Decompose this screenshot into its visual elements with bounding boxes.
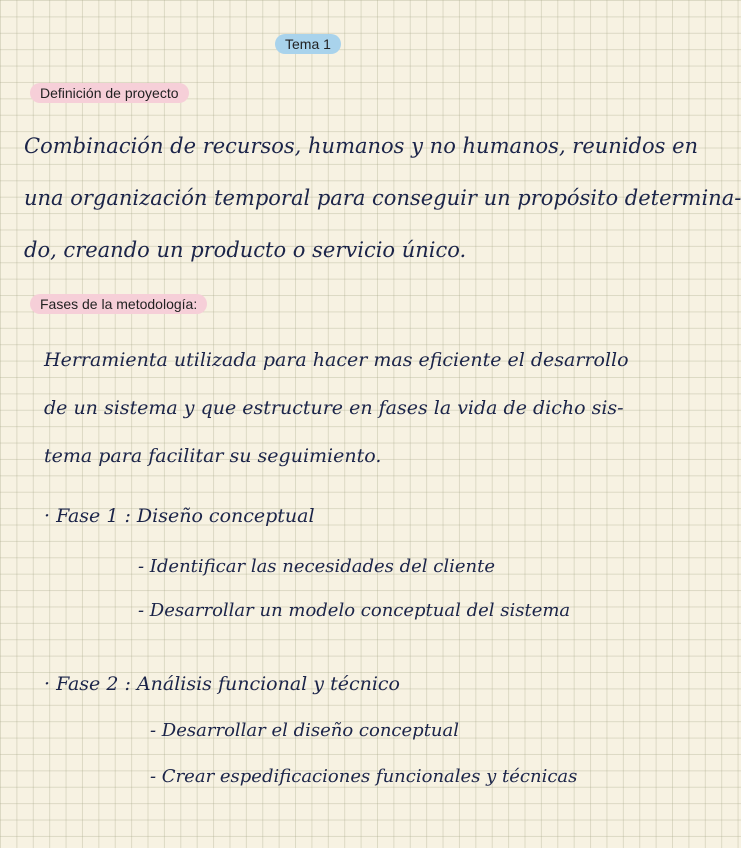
topic-title-tag: Tema 1 xyxy=(275,34,341,54)
phase-1-title: · Fase 1 : Diseño conceptual xyxy=(44,505,315,527)
phase-2-title: · Fase 2 : Análisis funcional y técnico xyxy=(44,673,400,695)
section-label-project-definition: Definición de proyecto xyxy=(30,83,189,103)
phase-1-item-2: - Desarrollar un modelo conceptual del sistema xyxy=(138,600,571,621)
phase-1-item-1: - Identificar las necesidades del cliente xyxy=(138,556,496,577)
definition-line-3: do, creando un producto o servicio único. xyxy=(24,238,467,262)
methodology-line-2: de un sistema y que estructure en fases la vida de dicho sis- xyxy=(44,397,624,419)
phase-2-item-2: - Crear espedificaciones funcionales y técnicas xyxy=(150,766,578,787)
definition-line-2: una organización temporal para conseguir un propósito determina- xyxy=(24,186,741,210)
methodology-text xyxy=(44,336,629,480)
phase-2-item-1: - Desarrollar el diseño conceptual xyxy=(150,720,460,741)
definition-line-1: Combinación de recursos, humanos y no humanos, reunidos en xyxy=(24,134,699,158)
methodology-line-3: tema para facilitar su seguimiento. xyxy=(44,445,382,467)
section-label-methodology-phases: Fases de la metodología: xyxy=(30,294,207,314)
project-definition-text xyxy=(24,120,741,276)
methodology-line-1: Herramienta utilizada para hacer mas eficiente el desarrollo xyxy=(44,349,629,371)
